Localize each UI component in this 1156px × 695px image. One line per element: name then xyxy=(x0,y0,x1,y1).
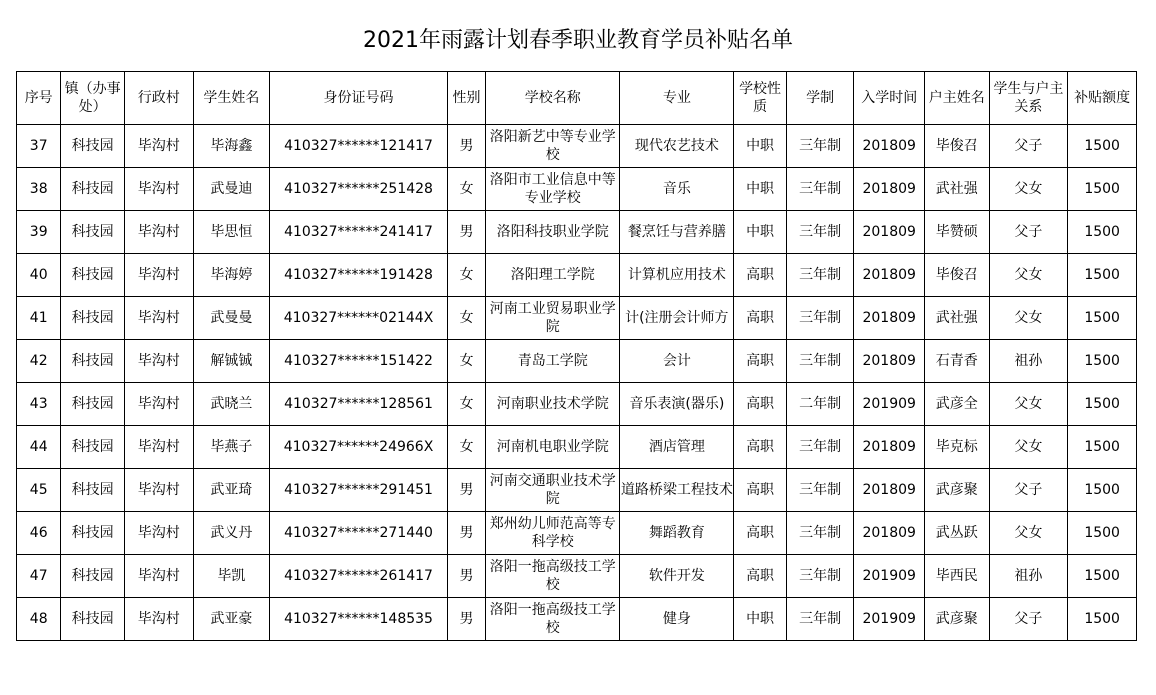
cell-major: 音乐 xyxy=(620,168,734,211)
cell-relation: 父子 xyxy=(989,598,1068,641)
header-village: 行政村 xyxy=(124,72,193,125)
cell-id-number: 410327******291451 xyxy=(270,469,448,512)
cell-duration: 三年制 xyxy=(786,168,854,211)
table-row xyxy=(17,211,1137,254)
cell-school-type: 高职 xyxy=(734,340,786,383)
cell-major: 计算机应用技术 xyxy=(620,254,734,297)
cell-major: 酒店管理 xyxy=(620,426,734,469)
cell-student-name: 武曼曼 xyxy=(193,297,270,340)
cell-householder: 毕俊召 xyxy=(925,254,990,297)
header-duration: 学制 xyxy=(786,72,854,125)
header-id-number: 身份证号码 xyxy=(270,72,448,125)
cell-student-name: 武晓兰 xyxy=(193,383,270,426)
cell-gender: 女 xyxy=(447,383,485,426)
cell-major: 计(注册会计师方 xyxy=(620,297,734,340)
cell-seq: 41 xyxy=(17,297,61,340)
cell-village: 毕沟村 xyxy=(124,168,193,211)
table-row xyxy=(17,426,1137,469)
cell-householder: 武彦聚 xyxy=(925,469,990,512)
cell-village: 毕沟村 xyxy=(124,383,193,426)
cell-major: 现代农艺技术 xyxy=(620,125,734,168)
header-school-type: 学校性质 xyxy=(734,72,786,125)
subsidy-table xyxy=(16,71,1137,641)
cell-id-number: 410327******241417 xyxy=(270,211,448,254)
cell-relation: 父子 xyxy=(989,469,1068,512)
cell-seq: 40 xyxy=(17,254,61,297)
cell-duration: 三年制 xyxy=(786,426,854,469)
cell-enroll-date: 201809 xyxy=(854,211,925,254)
cell-village: 毕沟村 xyxy=(124,125,193,168)
cell-gender: 男 xyxy=(447,555,485,598)
cell-subsidy: 1500 xyxy=(1068,211,1137,254)
cell-duration: 三年制 xyxy=(786,469,854,512)
cell-major: 餐烹饪与营养膳 xyxy=(620,211,734,254)
cell-householder: 毕俊召 xyxy=(925,125,990,168)
header-enroll-date: 入学时间 xyxy=(854,72,925,125)
cell-gender: 女 xyxy=(447,254,485,297)
cell-school-type: 高职 xyxy=(734,254,786,297)
header-school: 学校名称 xyxy=(486,72,620,125)
cell-school: 洛阳科技职业学院 xyxy=(486,211,620,254)
cell-school: 洛阳理工学院 xyxy=(486,254,620,297)
cell-gender: 男 xyxy=(447,598,485,641)
cell-school: 河南交通职业技术学院 xyxy=(486,469,620,512)
cell-householder: 武社强 xyxy=(925,168,990,211)
cell-town: 科技园 xyxy=(61,340,125,383)
cell-enroll-date: 201809 xyxy=(854,168,925,211)
cell-town: 科技园 xyxy=(61,383,125,426)
cell-student-name: 毕海鑫 xyxy=(193,125,270,168)
header-town: 镇（办事处） xyxy=(61,72,125,125)
header-major: 专业 xyxy=(620,72,734,125)
cell-subsidy: 1500 xyxy=(1068,297,1137,340)
cell-relation: 父子 xyxy=(989,125,1068,168)
cell-subsidy: 1500 xyxy=(1068,254,1137,297)
cell-school-type: 中职 xyxy=(734,168,786,211)
cell-student-name: 毕燕子 xyxy=(193,426,270,469)
cell-school: 青岛工学院 xyxy=(486,340,620,383)
table-row xyxy=(17,340,1137,383)
cell-school-type: 高职 xyxy=(734,469,786,512)
cell-relation: 父女 xyxy=(989,168,1068,211)
cell-school: 河南职业技术学院 xyxy=(486,383,620,426)
cell-town: 科技园 xyxy=(61,125,125,168)
cell-school-type: 中职 xyxy=(734,211,786,254)
cell-school-type: 高职 xyxy=(734,555,786,598)
cell-enroll-date: 201909 xyxy=(854,598,925,641)
cell-duration: 三年制 xyxy=(786,254,854,297)
cell-village: 毕沟村 xyxy=(124,512,193,555)
cell-duration: 三年制 xyxy=(786,598,854,641)
cell-gender: 女 xyxy=(447,340,485,383)
cell-relation: 父女 xyxy=(989,512,1068,555)
cell-householder: 毕赞硕 xyxy=(925,211,990,254)
cell-subsidy: 1500 xyxy=(1068,383,1137,426)
cell-village: 毕沟村 xyxy=(124,598,193,641)
cell-id-number: 410327******24966X xyxy=(270,426,448,469)
cell-seq: 47 xyxy=(17,555,61,598)
cell-student-name: 毕凯 xyxy=(193,555,270,598)
cell-enroll-date: 201909 xyxy=(854,555,925,598)
cell-student-name: 毕海婷 xyxy=(193,254,270,297)
cell-school: 河南工业贸易职业学院 xyxy=(486,297,620,340)
table-row xyxy=(17,254,1137,297)
cell-gender: 女 xyxy=(447,297,485,340)
cell-householder: 武彦全 xyxy=(925,383,990,426)
table-row xyxy=(17,168,1137,211)
table-body xyxy=(17,125,1137,641)
cell-id-number: 410327******191428 xyxy=(270,254,448,297)
cell-id-number: 410327******148535 xyxy=(270,598,448,641)
header-gender: 性别 xyxy=(447,72,485,125)
table-row xyxy=(17,383,1137,426)
cell-school: 河南机电职业学院 xyxy=(486,426,620,469)
header-row xyxy=(17,72,1137,125)
cell-village: 毕沟村 xyxy=(124,426,193,469)
cell-village: 毕沟村 xyxy=(124,555,193,598)
cell-town: 科技园 xyxy=(61,469,125,512)
cell-gender: 女 xyxy=(447,168,485,211)
table-row xyxy=(17,125,1137,168)
cell-duration: 三年制 xyxy=(786,211,854,254)
cell-seq: 46 xyxy=(17,512,61,555)
cell-duration: 三年制 xyxy=(786,297,854,340)
cell-id-number: 410327******151422 xyxy=(270,340,448,383)
cell-school-type: 高职 xyxy=(734,297,786,340)
cell-seq: 39 xyxy=(17,211,61,254)
cell-subsidy: 1500 xyxy=(1068,125,1137,168)
cell-subsidy: 1500 xyxy=(1068,426,1137,469)
cell-school-type: 高职 xyxy=(734,383,786,426)
cell-householder: 毕西民 xyxy=(925,555,990,598)
cell-gender: 男 xyxy=(447,512,485,555)
cell-seq: 44 xyxy=(17,426,61,469)
cell-householder: 毕克标 xyxy=(925,426,990,469)
cell-town: 科技园 xyxy=(61,297,125,340)
cell-school-type: 高职 xyxy=(734,512,786,555)
cell-major: 软件开发 xyxy=(620,555,734,598)
cell-student-name: 武亚琦 xyxy=(193,469,270,512)
header-seq: 序号 xyxy=(17,72,61,125)
cell-seq: 43 xyxy=(17,383,61,426)
cell-town: 科技园 xyxy=(61,168,125,211)
cell-relation: 祖孙 xyxy=(989,340,1068,383)
cell-gender: 男 xyxy=(447,125,485,168)
cell-town: 科技园 xyxy=(61,426,125,469)
cell-relation: 父女 xyxy=(989,426,1068,469)
cell-enroll-date: 201909 xyxy=(854,383,925,426)
cell-student-name: 毕思恒 xyxy=(193,211,270,254)
document-title: 2021年雨露计划春季职业教育学员补贴名单 xyxy=(363,28,793,53)
cell-student-name: 武亚豪 xyxy=(193,598,270,641)
cell-enroll-date: 201809 xyxy=(854,426,925,469)
table-row xyxy=(17,469,1137,512)
cell-school: 洛阳一拖高级技工学校 xyxy=(486,598,620,641)
cell-id-number: 410327******128561 xyxy=(270,383,448,426)
cell-town: 科技园 xyxy=(61,211,125,254)
table-row xyxy=(17,297,1137,340)
header-student-name: 学生姓名 xyxy=(193,72,270,125)
cell-enroll-date: 201809 xyxy=(854,254,925,297)
cell-subsidy: 1500 xyxy=(1068,469,1137,512)
cell-school-type: 高职 xyxy=(734,426,786,469)
header-relation: 学生与户主关系 xyxy=(989,72,1068,125)
cell-seq: 38 xyxy=(17,168,61,211)
table-row xyxy=(17,512,1137,555)
cell-village: 毕沟村 xyxy=(124,254,193,297)
cell-village: 毕沟村 xyxy=(124,340,193,383)
cell-householder: 武彦聚 xyxy=(925,598,990,641)
cell-enroll-date: 201809 xyxy=(854,469,925,512)
cell-subsidy: 1500 xyxy=(1068,512,1137,555)
cell-householder: 武丛跃 xyxy=(925,512,990,555)
cell-gender: 男 xyxy=(447,469,485,512)
cell-village: 毕沟村 xyxy=(124,297,193,340)
cell-village: 毕沟村 xyxy=(124,211,193,254)
cell-student-name: 解铖铖 xyxy=(193,340,270,383)
cell-enroll-date: 201809 xyxy=(854,125,925,168)
cell-id-number: 410327******271440 xyxy=(270,512,448,555)
cell-duration: 三年制 xyxy=(786,512,854,555)
cell-duration: 三年制 xyxy=(786,340,854,383)
cell-id-number: 410327******261417 xyxy=(270,555,448,598)
cell-seq: 45 xyxy=(17,469,61,512)
cell-seq: 48 xyxy=(17,598,61,641)
cell-subsidy: 1500 xyxy=(1068,555,1137,598)
cell-school: 洛阳一拖高级技工学校 xyxy=(486,555,620,598)
cell-student-name: 武曼迪 xyxy=(193,168,270,211)
cell-gender: 男 xyxy=(447,211,485,254)
cell-duration: 三年制 xyxy=(786,555,854,598)
cell-relation: 父女 xyxy=(989,297,1068,340)
table-header xyxy=(17,72,1137,125)
cell-gender: 女 xyxy=(447,426,485,469)
cell-id-number: 410327******02144X xyxy=(270,297,448,340)
cell-enroll-date: 201809 xyxy=(854,512,925,555)
cell-town: 科技园 xyxy=(61,598,125,641)
cell-relation: 祖孙 xyxy=(989,555,1068,598)
cell-school: 郑州幼儿师范高等专科学校 xyxy=(486,512,620,555)
cell-seq: 42 xyxy=(17,340,61,383)
table-row xyxy=(17,598,1137,641)
cell-subsidy: 1500 xyxy=(1068,340,1137,383)
cell-school-type: 中职 xyxy=(734,598,786,641)
cell-school-type: 中职 xyxy=(734,125,786,168)
cell-enroll-date: 201809 xyxy=(854,297,925,340)
cell-village: 毕沟村 xyxy=(124,469,193,512)
table-row xyxy=(17,555,1137,598)
cell-major: 会计 xyxy=(620,340,734,383)
cell-major: 健身 xyxy=(620,598,734,641)
header-subsidy: 补贴额度 xyxy=(1068,72,1137,125)
cell-town: 科技园 xyxy=(61,254,125,297)
cell-relation: 父子 xyxy=(989,211,1068,254)
cell-enroll-date: 201809 xyxy=(854,340,925,383)
cell-householder: 武社强 xyxy=(925,297,990,340)
cell-duration: 三年制 xyxy=(786,125,854,168)
cell-major: 舞蹈教育 xyxy=(620,512,734,555)
cell-major: 道路桥梁工程技术 xyxy=(620,469,734,512)
cell-relation: 父女 xyxy=(989,254,1068,297)
cell-relation: 父女 xyxy=(989,383,1068,426)
cell-id-number: 410327******121417 xyxy=(270,125,448,168)
cell-town: 科技园 xyxy=(61,555,125,598)
cell-duration: 二年制 xyxy=(786,383,854,426)
cell-householder: 石青香 xyxy=(925,340,990,383)
cell-subsidy: 1500 xyxy=(1068,168,1137,211)
cell-subsidy: 1500 xyxy=(1068,598,1137,641)
cell-major: 音乐表演(器乐) xyxy=(620,383,734,426)
cell-town: 科技园 xyxy=(61,512,125,555)
cell-school: 洛阳新艺中等专业学校 xyxy=(486,125,620,168)
cell-id-number: 410327******251428 xyxy=(270,168,448,211)
header-householder: 户主姓名 xyxy=(925,72,990,125)
cell-school: 洛阳市工业信息中等专业学校 xyxy=(486,168,620,211)
cell-seq: 37 xyxy=(17,125,61,168)
cell-student-name: 武义丹 xyxy=(193,512,270,555)
